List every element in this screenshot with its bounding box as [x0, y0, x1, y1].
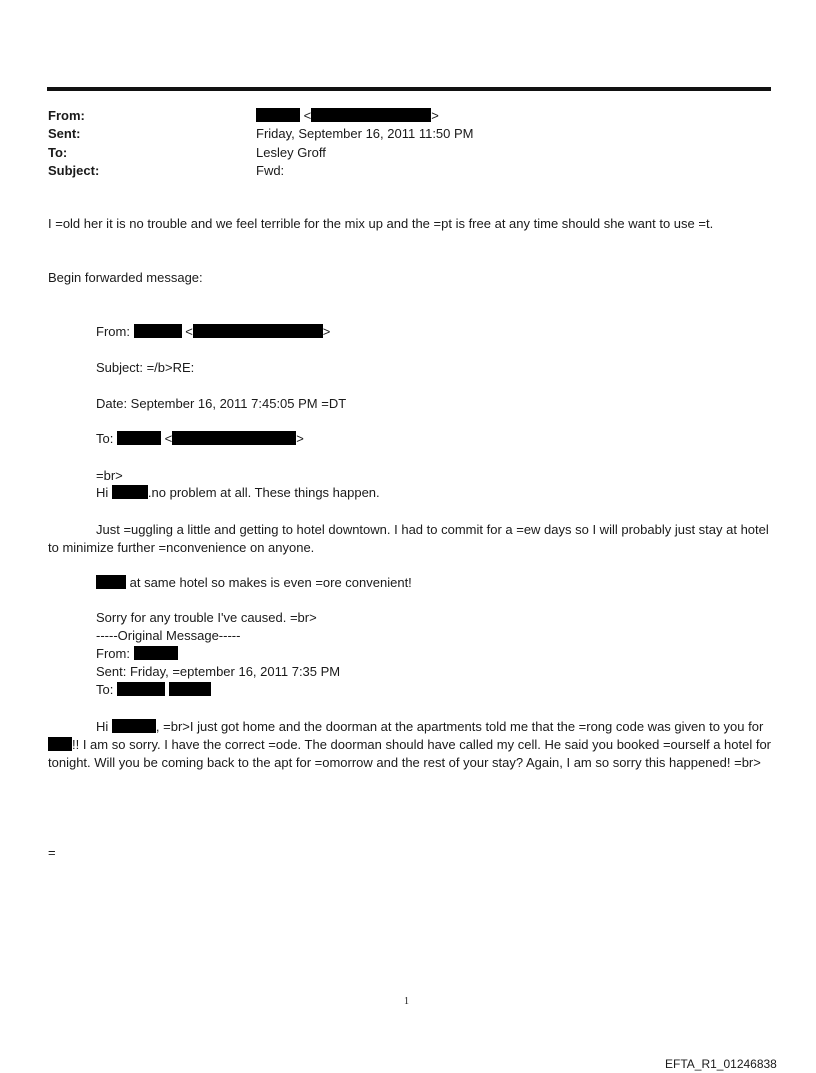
page-number: 1 — [404, 996, 409, 1007]
begin-forwarded: Begin forwarded message: — [48, 270, 203, 285]
redaction-block — [117, 682, 165, 696]
trailing-equals: = — [48, 845, 56, 860]
redaction-block — [256, 108, 300, 122]
redaction-block — [112, 719, 156, 733]
fwd-hi-prefix: Hi — [96, 485, 109, 500]
redaction-block — [96, 575, 126, 589]
orig-paragraph — [48, 718, 773, 772]
to-value: Lesley Groff — [256, 145, 326, 160]
fwd-lt: < — [185, 324, 193, 339]
from-label: From: — [48, 108, 85, 123]
from-value — [256, 108, 439, 124]
fwd-para2-text: at same hotel so makes is even =ore convenient! — [126, 575, 412, 590]
orig-header: -----Original Message----- — [96, 628, 241, 643]
intro-text: I =old her it is no trouble and we feel terrible for the mix up and the =pt is free at any time should she want to use =t. — [48, 216, 714, 231]
bates-number: EFTA_R1_01246838 — [665, 1057, 777, 1071]
fwd-sorry: Sorry for any trouble I've caused. =br> — [96, 610, 317, 625]
orig-to-line — [96, 682, 211, 698]
orig-part1: , =br>I just got home and the doorman at the apartments told me that the =rong code was given to you for — [155, 719, 764, 734]
fwd-subject: Subject: =/b>RE: — [96, 360, 195, 375]
sent-label: Sent: — [48, 126, 81, 141]
subject-value: Fwd: — [256, 163, 285, 178]
fwd-date: Date: September 16, 2011 7:45:05 PM =DT — [96, 396, 347, 411]
orig-part2: !! I am so sorry. I have the correct =ode. The doorman should have called my cell. He said you booked =ourself a hotel for tonight. Will you be coming back to the apt for =omorrow and the rest of your stay? Again, I am so sorry this happened! =br> — [48, 737, 772, 770]
fwd-to-lt: < — [164, 431, 173, 446]
redaction-block — [134, 646, 178, 660]
fwd-to-line — [96, 431, 304, 447]
to-label: To: — [48, 145, 68, 160]
fwd-para1-text: Just =uggling a little and getting to hotel downtown. I had to commit for a =ew days so I will probably just stay at hotel to minimize further =nconvenience on anyone. — [48, 522, 769, 555]
subject-label: Subject: — [48, 163, 100, 178]
orig-hi-prefix: Hi — [96, 719, 109, 734]
fwd-gt: > — [322, 324, 331, 339]
redaction-block — [172, 431, 296, 445]
redaction-block — [311, 108, 431, 122]
orig-from-line — [96, 646, 178, 662]
redaction-block — [169, 682, 211, 696]
orig-to-label: To: — [96, 682, 114, 697]
redaction-block — [48, 737, 72, 751]
sent-value: Friday, September 16, 2011 11:50 PM — [256, 126, 474, 141]
redaction-block — [134, 324, 182, 338]
orig-sent: Sent: Friday, =eptember 16, 2011 7:35 PM — [96, 664, 341, 679]
from-lt: < — [303, 108, 312, 123]
fwd-to-label: To: — [96, 431, 114, 446]
from-gt: > — [431, 108, 439, 123]
header-rule — [47, 87, 771, 91]
orig-from-label: From: — [96, 646, 130, 661]
redaction-block — [193, 324, 323, 338]
fwd-hi-line — [96, 485, 380, 501]
fwd-from-line — [96, 324, 330, 340]
fwd-br: =br> — [96, 468, 123, 483]
fwd-hi-rest: .no problem at all. These things happen. — [147, 485, 380, 500]
fwd-paragraph-1 — [48, 521, 773, 557]
fwd-paragraph-2 — [96, 575, 412, 591]
fwd-to-gt: > — [296, 431, 304, 446]
redaction-block — [117, 431, 161, 445]
redaction-block — [112, 485, 148, 499]
fwd-from-label: From: — [96, 324, 130, 339]
